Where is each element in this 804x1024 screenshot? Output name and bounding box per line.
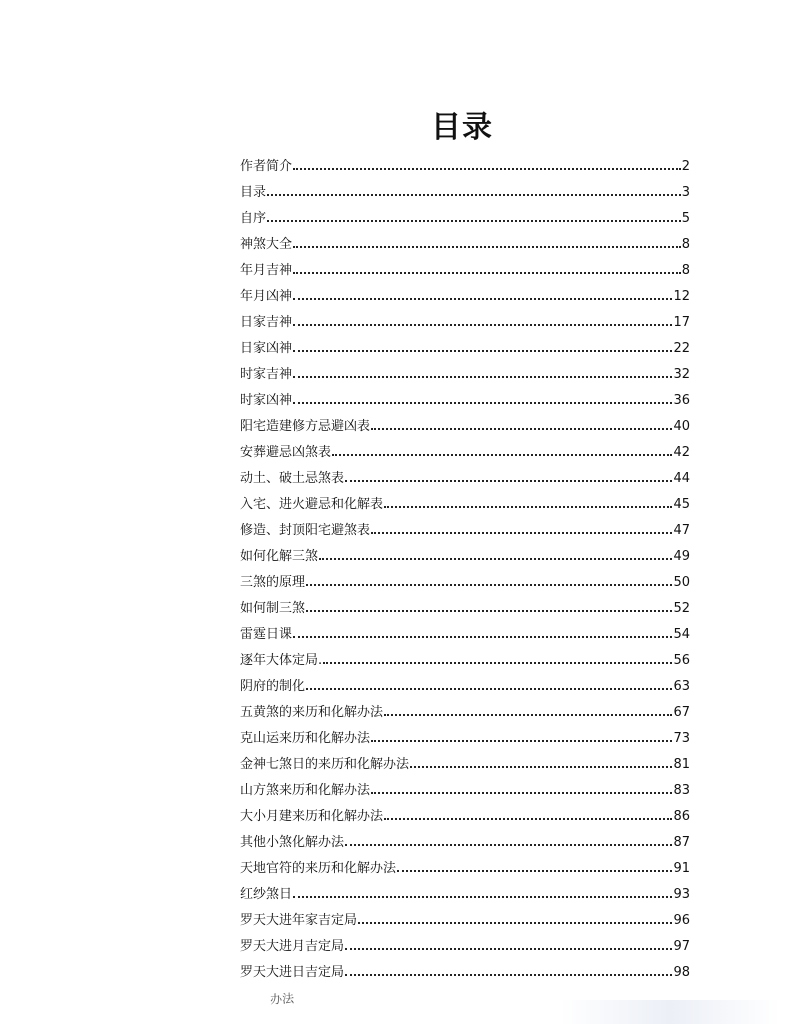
toc-entry-page: 5 <box>681 211 690 226</box>
toc-entry <box>240 778 690 804</box>
toc-entry-page: 97 <box>673 939 690 954</box>
dot-leader <box>332 454 672 456</box>
dot-leader <box>293 376 672 378</box>
dot-leader <box>306 610 672 612</box>
toc-entry <box>240 934 690 960</box>
toc-entry-label: 神煞大全 <box>240 237 293 252</box>
toc-entry-label: 三煞的原理 <box>240 575 306 590</box>
toc-entry-label: 目录 <box>240 185 267 200</box>
toc-entry-label: 入宅、进火避忌和化解表 <box>240 497 384 512</box>
toc-entry <box>240 674 690 700</box>
dot-leader <box>267 220 681 222</box>
toc-entry-label: 五黄煞的来历和化解办法 <box>240 705 384 720</box>
dot-leader <box>267 194 681 196</box>
toc-entry <box>240 388 690 414</box>
dot-leader <box>293 896 672 898</box>
dot-leader <box>384 714 672 716</box>
toc-entry-page: 8 <box>681 263 690 278</box>
toc-entry-page: 98 <box>673 965 690 980</box>
toc-entry <box>240 804 690 830</box>
toc-entry <box>240 622 690 648</box>
toc-entry-page: 44 <box>673 471 690 486</box>
dot-leader <box>345 480 672 482</box>
toc-entry-page: 93 <box>673 887 690 902</box>
scan-artifact <box>560 1000 780 1024</box>
toc-entry <box>240 336 690 362</box>
toc-entry-page: 22 <box>673 341 690 356</box>
toc-entry-label: 阴府的制化 <box>240 679 306 694</box>
toc-entry-page: 54 <box>673 627 690 642</box>
toc-entry-page: 67 <box>673 705 690 720</box>
toc-entry-page: 40 <box>673 419 690 434</box>
toc-entry-label: 金神七煞日的来历和化解办法 <box>240 757 410 772</box>
toc-entry-page: 96 <box>673 913 690 928</box>
toc-entry-label: 罗天大进月吉定局 <box>240 939 345 954</box>
table-of-contents <box>240 154 690 986</box>
dot-leader <box>371 740 672 742</box>
toc-entry-label: 克山运来历和化解办法 <box>240 731 371 746</box>
toc-entry <box>240 180 690 206</box>
toc-entry <box>240 440 690 466</box>
toc-entry <box>240 830 690 856</box>
dot-leader <box>345 844 672 846</box>
toc-entry-page: 87 <box>673 835 690 850</box>
toc-entry-label: 其他小煞化解办法 <box>240 835 345 850</box>
toc-entry-page: 45 <box>673 497 690 512</box>
toc-entry-label: 山方煞来历和化解办法 <box>240 783 371 798</box>
dot-leader <box>371 532 672 534</box>
toc-entry <box>240 518 690 544</box>
toc-entry-page: 50 <box>673 575 690 590</box>
toc-entry-label: 雷霆日课 <box>240 627 293 642</box>
dot-leader <box>293 246 681 248</box>
toc-entry <box>240 414 690 440</box>
toc-entry-page: 73 <box>673 731 690 746</box>
toc-entry <box>240 492 690 518</box>
toc-entry <box>240 700 690 726</box>
toc-entry-page: 63 <box>673 679 690 694</box>
toc-entry-label: 年月凶神 <box>240 289 293 304</box>
toc-entry-label: 时家吉神 <box>240 367 293 382</box>
toc-entry-page: 47 <box>673 523 690 538</box>
toc-entry-label: 如何化解三煞 <box>240 549 319 564</box>
toc-entry-page: 36 <box>673 393 690 408</box>
toc-entry <box>240 856 690 882</box>
toc-entry-page: 8 <box>681 237 690 252</box>
toc-entry-page: 2 <box>681 159 690 174</box>
toc-entry-label: 如何制三煞 <box>240 601 306 616</box>
dot-leader <box>345 974 672 976</box>
toc-entry-label: 安葬避忌凶煞表 <box>240 445 332 460</box>
toc-entry <box>240 284 690 310</box>
toc-entry <box>240 908 690 934</box>
dot-leader <box>371 792 672 794</box>
toc-entry <box>240 726 690 752</box>
toc-entry-label: 年月吉神 <box>240 263 293 278</box>
toc-entry <box>240 648 690 674</box>
toc-entry-page: 83 <box>673 783 690 798</box>
page-title: 目录 <box>431 110 493 145</box>
toc-entry-page: 42 <box>673 445 690 460</box>
toc-entry-page: 17 <box>673 315 690 330</box>
toc-entry-label: 动土、破土忌煞表 <box>240 471 345 486</box>
dot-leader <box>293 350 672 352</box>
toc-entry-page: 91 <box>673 861 690 876</box>
toc-entry <box>240 752 690 778</box>
toc-entry <box>240 570 690 596</box>
toc-entry <box>240 596 690 622</box>
toc-entry <box>240 362 690 388</box>
toc-entry-label: 时家凶神 <box>240 393 293 408</box>
toc-entry-page: 81 <box>673 757 690 772</box>
toc-entry-label: 天地官符的来历和化解办法 <box>240 861 397 876</box>
dot-leader <box>358 922 672 924</box>
toc-entry-page: 12 <box>673 289 690 304</box>
toc-entry-label: 日家凶神 <box>240 341 293 356</box>
dot-leader <box>293 636 672 638</box>
toc-entry <box>240 466 690 492</box>
toc-entry <box>240 544 690 570</box>
toc-entry-page: 52 <box>673 601 690 616</box>
toc-entry-label: 自序 <box>240 211 267 226</box>
dot-leader <box>293 272 681 274</box>
toc-entry-label: 修造、封顶阳宅避煞表 <box>240 523 371 538</box>
toc-entry-page: 86 <box>673 809 690 824</box>
toc-entry <box>240 206 690 232</box>
dot-leader <box>371 428 672 430</box>
toc-entry <box>240 258 690 284</box>
dot-leader <box>323 662 672 664</box>
toc-entry-label: 罗天大进年家吉定局 <box>240 913 358 928</box>
dot-leader <box>293 324 672 326</box>
dot-leader <box>293 402 672 404</box>
toc-entry <box>240 154 690 180</box>
dot-leader <box>293 168 681 170</box>
dot-leader <box>384 506 672 508</box>
toc-entry-label: 日家吉神 <box>240 315 293 330</box>
toc-entry-page: 32 <box>673 367 690 382</box>
dot-leader <box>384 818 672 820</box>
toc-entry-page: 56 <box>673 653 690 668</box>
dot-leader <box>306 688 672 690</box>
toc-entry-page: 49 <box>673 549 690 564</box>
toc-entry <box>240 232 690 258</box>
dot-leader <box>306 584 672 586</box>
toc-entry <box>240 960 690 986</box>
dot-leader <box>397 870 672 872</box>
dot-leader <box>410 766 672 768</box>
toc-entry-label: 逐年大体定局. <box>240 653 323 668</box>
dot-leader <box>319 558 672 560</box>
toc-entry-label: 红纱煞日 <box>240 887 293 902</box>
toc-entry <box>240 882 690 908</box>
dot-leader <box>345 948 672 950</box>
toc-entry-label: 罗天大进日吉定局 <box>240 965 345 980</box>
toc-entry-label: 大小月建来历和化解办法 <box>240 809 384 824</box>
toc-entry-page: 3 <box>681 185 690 200</box>
dot-leader <box>293 298 672 300</box>
toc-entry-label: 阳宅造建修方忌避凶表 <box>240 419 371 434</box>
toc-entry <box>240 310 690 336</box>
toc-entry-label: 作者简介 <box>240 159 293 174</box>
footer-fragment-text: 办法 <box>269 991 295 1007</box>
